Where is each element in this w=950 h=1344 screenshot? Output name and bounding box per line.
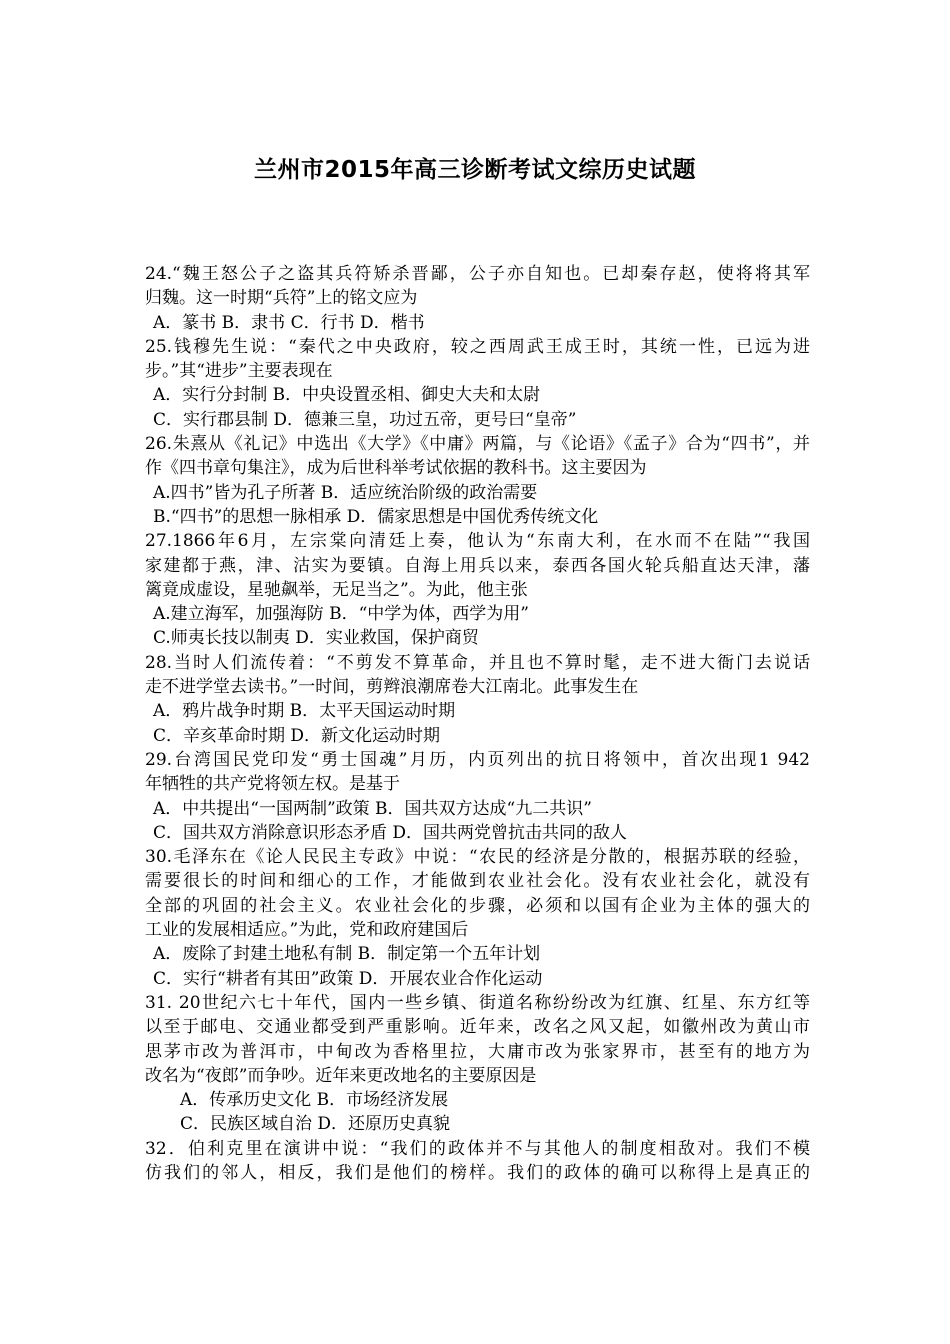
question-text-line: 改名为“夜郎”而争吵。近年来更改地名的主要原因是 [145, 1065, 537, 1086]
question-text-line: 家建都于燕，津、沽实为要镇。自海上用兵以来，泰西各国火轮兵船直达天津，藩 [145, 555, 810, 576]
answer-option-line: C.师夷长技以制夷 D．实业救国，保护商贸 [153, 628, 479, 649]
question-text-line: 思茅市改为普洱市，中甸改为香格里拉，大庸市改为张家界市，甚至有的地方为 [145, 1041, 810, 1062]
question-text-line: 需要很长的时间和细心的工作，才能做到农业社会化。没有农业社会化，就没有 [145, 871, 810, 892]
answer-option-line: C．实行郡县制 D．德兼三皇，功过五帝，更号曰“皇帝” [153, 409, 577, 430]
question-text-line: 26.朱熹从《礼记》中选出《大学》《中庸》两篇，与《论语》《孟子》合为“四书”，并 [145, 434, 810, 455]
question-text-line: 32．伯利克里在演讲中说：“我们的政体并不与其他人的制度相敌对。我们不模 [145, 1138, 810, 1159]
question-text-line: 归魏。这一时期“兵符”上的铭文应为 [145, 288, 418, 309]
question-text-line: 作《四书章句集注》，成为后世科举考试依据的教科书。这主要因为 [145, 458, 647, 479]
answer-option-line: A．篆书 B．隶书 C．行书 D．楷书 [153, 312, 425, 333]
answer-option-line: C．民族区域自治 D．还原历史真貌 [180, 1114, 451, 1135]
answer-option-line: C．辛亥革命时期 D．新文化运动时期 [153, 725, 441, 746]
question-text-line: 28.当时人们流传着：“不剪发不算革命，并且也不算时髦，走不进大衙门去说话 [145, 652, 810, 673]
question-text-line: 24.“魏王怒公子之盗其兵符矫杀晋鄙，公子亦自知也。已却秦存赵，使将将其军 [145, 264, 810, 284]
question-text-line: 31. 20世纪六七十年代，国内一些乡镇、街道名称纷纷改为红旗、红星、东方红等 [145, 992, 810, 1013]
answer-option-line: A．鸦片战争时期 B．太平天国运动时期 [153, 701, 456, 722]
answer-option-line: A.四书”皆为孔子所著 B．适应统治阶级的政治需要 [153, 482, 538, 503]
question-text-line: 全部的巩固的社会主义。农业社会化的步骤，必须和以国有企业为主体的强大的 [145, 895, 810, 916]
question-text-line: 25.钱穆先生说：“秦代之中央政府，较之西周武王成王时，其统一性，已远为进 [145, 336, 810, 357]
question-text-line: 仿我们的邻人，相反，我们是他们的榜样。我们的政体的确可以称得上是真正的 [145, 1162, 810, 1183]
question-text-line: 篱竟成虚设，星驰飙举，无足当之”。为此，他主张 [145, 579, 528, 600]
answer-option-line: A．传承历史文化 B．市场经济发展 [180, 1090, 449, 1111]
question-text-line: 27.1866年6月，左宗棠向清廷上奏，他认为“东南大利，在水而不在陆”“我国 [145, 531, 810, 552]
question-text-line: 步。”其“进步”主要表现在 [145, 361, 333, 382]
question-text-line: 29.台湾国民党印发“勇士国魂”月历，内页列出的抗日将领中，首次出现1 942 [145, 749, 810, 770]
document-title: 兰州市2015年高三诊断考试文综历史试题 [253, 157, 696, 183]
answer-option-line: B.“四书”的思想一脉相承 D．儒家思想是中国优秀传统文化 [153, 506, 599, 527]
answer-option-line: A．实行分封制 B．中央设置丞相、御史大夫和太尉 [153, 385, 541, 406]
question-text-line: 年牺牲的共产党将领左权。是基于 [145, 774, 400, 795]
answer-option-line: C．实行“耕者有其田”政策 D．开展农业合作化运动 [153, 968, 543, 989]
answer-option-line: C．国共双方消除意识形态矛盾 D．国共两党曾抗击共同的敌人 [153, 822, 628, 843]
answer-option-line: A．废除了封建土地私有制 B．制定第一个五年计划 [153, 944, 541, 965]
question-text-line: 工业的发展相适应。”为此，党和政府建国后 [145, 920, 469, 941]
answer-option-line: A.建立海军，加强海防 B．“中学为体，西学为用” [153, 604, 529, 625]
question-text-line: 走不进学堂去读书。”一时间，剪辫浪潮席卷大江南北。此事发生在 [145, 677, 639, 698]
question-text-line: 以至于邮电、交通业都受到严重影响。近年来，改名之风又起，如徽州改为黄山市 [145, 1017, 810, 1038]
question-body [145, 262, 810, 1185]
question-text-line: 30.毛泽东在《论人民民主专政》中说：“农民的经济是分散的，根据苏联的经验， [145, 847, 810, 868]
answer-option-line: A．中共提出“一国两制”政策 B．国共双方达成“九二共识” [153, 798, 592, 819]
